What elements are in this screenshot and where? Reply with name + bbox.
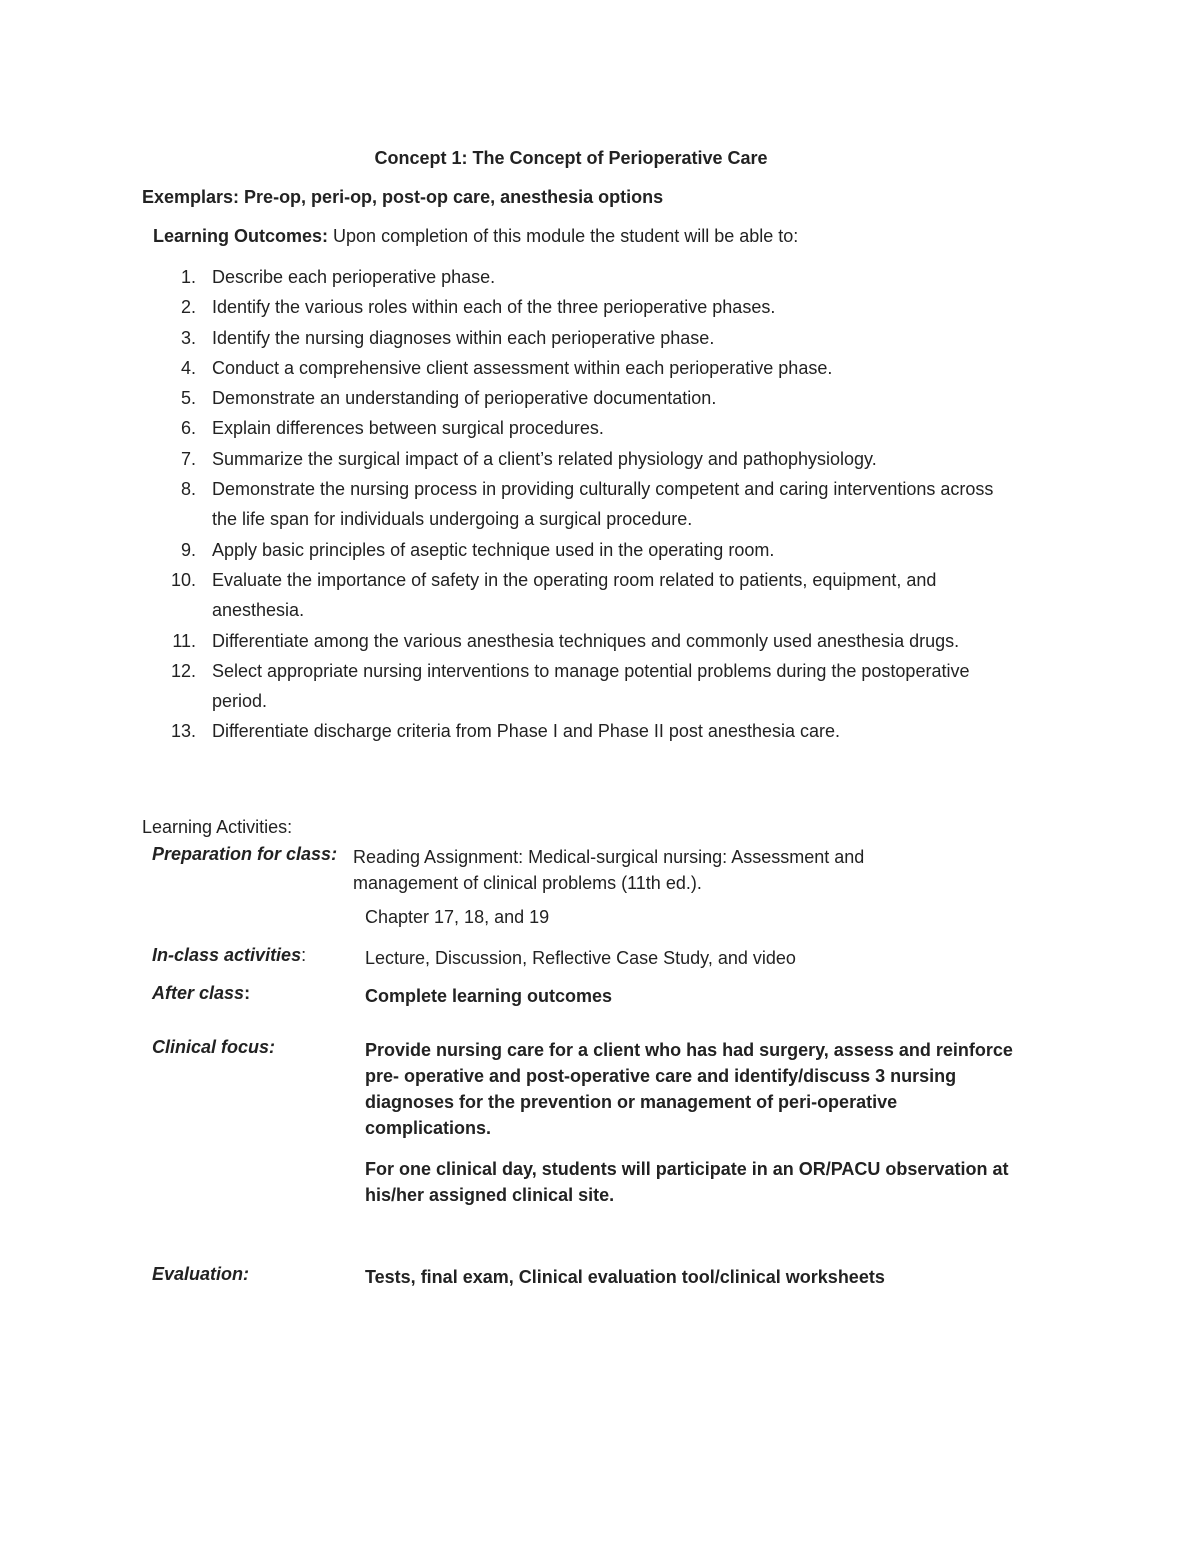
list-item-number: 7. [180, 448, 196, 469]
learning-outcomes-list [0, 262, 1100, 747]
after-class-value: Complete learning outcomes [365, 986, 613, 1006]
list-item-number: 13. [170, 721, 196, 742]
list-item [0, 444, 1100, 474]
learning-outcomes-intro [153, 226, 798, 247]
after-class-label-wrap [152, 983, 250, 1004]
list-item [0, 626, 1100, 656]
preparation-label: Preparation for class: [152, 844, 338, 864]
learning-outcomes-label: Learning Outcomes: [153, 226, 329, 246]
in-class-label: In-class activities [152, 945, 302, 965]
list-item [0, 323, 1100, 353]
chapter-list: Chapter 17, 18, and 19 [365, 907, 550, 927]
clinical-focus-label: Clinical focus: [152, 1037, 276, 1057]
in-class-value: Lecture, Discussion, Reflective Case Study, and video [365, 948, 796, 968]
list-item-number: 4. [180, 357, 196, 378]
list-item [0, 565, 1100, 626]
list-item [0, 413, 1100, 443]
list-item-text: Explain differences between surgical procedures. [212, 418, 604, 439]
list-item-text: Demonstrate an understanding of perioperative documentation. [212, 388, 717, 409]
learning-outcomes-intro-text: Upon completion of this module the student will be able to: [328, 226, 799, 246]
list-item-number: 12. [170, 660, 196, 681]
list-item-number: 11. [172, 630, 196, 651]
preparation-value: Reading Assignment: Medical-surgical nursing: Assessment and management of clinical problems (11th ed.). [353, 847, 865, 893]
list-item [0, 474, 1100, 535]
list-item-number: 5. [180, 388, 196, 409]
clinical-focus-observation: For one clinical day, students will participate in an OR/PACU observation at his/her assigned clinical site. [365, 1159, 1009, 1205]
list-item-text: Evaluate the importance of safety in the operating room related to patients, equipment, and anesthesia. [212, 569, 937, 621]
list-item-number: 3. [180, 327, 196, 348]
list-item-number: 9. [180, 539, 196, 560]
learning-activities-heading: Learning Activities: [142, 817, 293, 837]
list-item-text: Demonstrate the nursing process in providing culturally competent and caring interventions across the life span for individuals undergoing a surgical procedure. [212, 479, 994, 530]
list-item-text: Identify the various roles within each of the three perioperative phases. [212, 297, 776, 318]
list-item-text: Conduct a comprehensive client assessment within each perioperative phase. [212, 357, 833, 378]
after-class-label: After class [152, 983, 245, 1003]
list-item-text: Apply basic principles of aseptic technique used in the operating room. [212, 539, 775, 560]
list-item [0, 716, 1100, 746]
list-item-text: Differentiate discharge criteria from Phase I and Phase II post anesthesia care. [212, 721, 841, 742]
list-item [0, 292, 1100, 322]
evaluation-value: Tests, final exam, Clinical evaluation tool/clinical worksheets [365, 1267, 885, 1287]
list-item-number: 1. [180, 267, 196, 287]
document-title: Concept 1: The Concept of Perioperative Care [374, 148, 768, 168]
in-class-label-wrap [152, 945, 306, 966]
list-item [0, 353, 1100, 383]
list-item [0, 383, 1100, 413]
list-item [0, 535, 1100, 565]
list-item [0, 262, 1100, 292]
exemplars-line: Exemplars: Pre-op, peri-op, post-op care, anesthesia options [142, 187, 664, 207]
list-item-text: Identify the nursing diagnoses within each perioperative phase. [212, 327, 715, 348]
list-item-number: 8. [180, 479, 196, 500]
list-item-text: Describe each perioperative phase. [212, 267, 496, 287]
list-item-number: 10. [170, 569, 196, 590]
list-item-text: Differentiate among the various anesthesia techniques and commonly used anesthesia drugs. [212, 630, 960, 651]
list-item-number: 6. [180, 418, 196, 439]
in-class-colon: : [301, 945, 307, 965]
clinical-focus-value: Provide nursing care for a client who has had surgery, assess and reinforce pre- operative and post-operative care and identify/discuss 3 nursing diagnoses for the prevention or management of peri-operative complications. [365, 1040, 1013, 1138]
after-class-colon: : [244, 983, 251, 1003]
evaluation-label: Evaluation: [152, 1264, 250, 1284]
list-item [0, 656, 1100, 717]
list-item-text: Select appropriate nursing interventions to manage potential problems during the postoperative period. [212, 660, 970, 712]
list-item-number: 2. [180, 297, 196, 318]
list-item-text: Summarize the surgical impact of a client’s related physiology and pathophysiology. [212, 448, 877, 469]
